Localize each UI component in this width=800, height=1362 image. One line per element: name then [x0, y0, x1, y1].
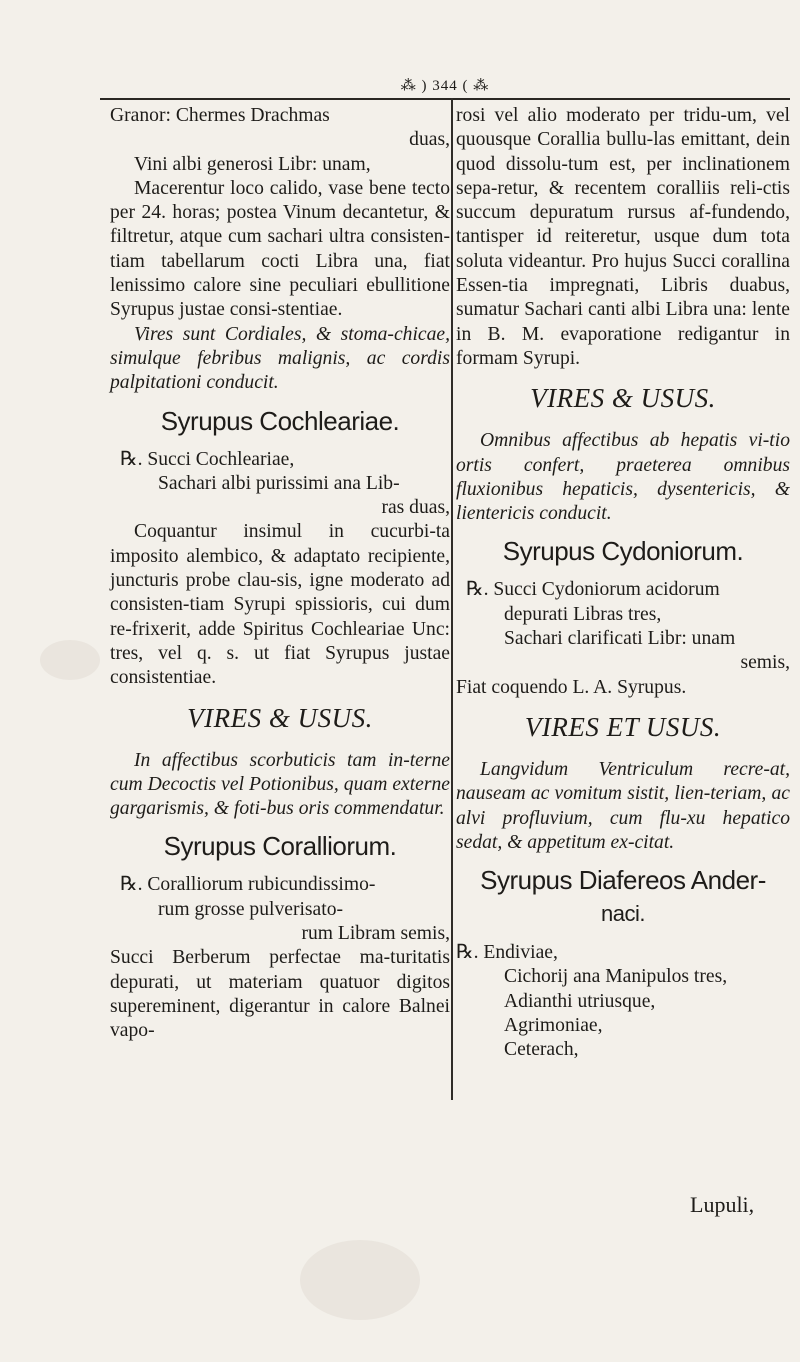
recipe-line: ℞. Coralliorum rubicundissimo-	[120, 874, 376, 896]
recipe-line: Sachari clarificati Libr: unam	[504, 628, 736, 650]
recipe-line: ℞. Endiviae,	[456, 942, 558, 964]
recipe-line: Cichorij ana Manipulos tres,	[504, 966, 728, 988]
recipe-line: depurati Libras tres,	[504, 603, 662, 625]
text-line: Vini albi generosi Libr: unam,	[134, 153, 371, 175]
vires-heading: VIRES ET USUS.	[524, 711, 722, 742]
recipe-line: rum Libram semis,	[301, 923, 450, 945]
recipe-line: Agrimoniae,	[504, 1015, 603, 1037]
left-column	[110, 104, 450, 1044]
vires-paragraph: In affectibus scorbuticis tam in-terne cum Decoctis vel Potionibus, quam externe gargarismis, & foti-bus oris commendatur.	[110, 749, 450, 820]
recipe-line: semis,	[740, 652, 790, 674]
section-title-coralliorum: Syrupus Coralliorum.	[163, 831, 397, 862]
recipe-line: Ceterach,	[504, 1039, 579, 1061]
page-header: ⁂ ) 344 ( ⁂	[100, 76, 790, 100]
recipe-line: Fiat coquendo L. A. Syrupus.	[456, 676, 687, 698]
text-line: Granor: Chermes Drachmas	[110, 105, 330, 126]
section-title-cydoniorum: Syrupus Cydoniorum.	[502, 536, 744, 567]
vires-paragraph: Omnibus affectibus ab hepatis vi-tio ortis confert, praeterea omnibus fluxionibus hepaticis, dysentericis, & lientericis conducit.	[456, 430, 790, 525]
vires-paragraph: Vires sunt Cordiales, & stoma-chicae, simulque febribus malignis, ac cordis palpitationi conducit.	[110, 323, 450, 394]
recipe-line: ℞. Succi Cydoniorum acidorum	[466, 579, 720, 601]
paper-stain	[300, 1240, 420, 1320]
paragraph: rosi vel alio moderato per tridu-um, vel quousque Corallia bullu-las emittant, dein quod dissolu-tum est, per inclinationem sepa-retur, & recentem coralliis reli-ctis succum depuratum rursus af-fundendo, tantisper id reiteretur, usque dum tota soluta videantur. Pro hujus Succi corallina Essen-tia impregnati, Libris duabus, sumatur Sachari canti albi Libra una: lente in B. M. evaporatione redigantur in formam Syrupi.	[456, 105, 790, 369]
text-line: duas,	[409, 129, 450, 151]
recipe-line: ℞. Succi Cochleariae,	[120, 448, 295, 470]
vires-heading: VIRES & USUS.	[530, 383, 716, 414]
vires-paragraph: Langvidum Ventriculum recre-at, nauseam ac vomitum sistit, lien-teriam, ac alvi profluvium, cum flu-xu hepatico sedat, & appetitum ex-citat.	[456, 758, 790, 853]
section-title-diafereos-cont: naci.	[601, 901, 645, 927]
right-column	[456, 104, 790, 1063]
paragraph: Coquantur insimul in cucurbi-ta imposito alembico, & adaptato recipiente, juncturis probe clau-sis, igne moderato ad consisten-tiam Syrupi spissioris, cui dum re-frixerit, adde Spiritus Cochleariae Unc: tres, vel q. s. ut fiat Syrupus justae consistentiae.	[110, 521, 450, 689]
catchword: Lupuli,	[690, 1192, 755, 1217]
column-divider	[451, 98, 453, 1100]
section-title-diafereos: Syrupus Diafereos Ander-	[480, 865, 766, 896]
recipe-line: ras duas,	[381, 497, 450, 519]
paragraph: Succi Berberum perfectae ma-turitatis depurati, ut materiam quatuor digitos supereminent, digerantur in calore Balnei vapo-	[110, 947, 450, 1042]
paragraph: Macerentur loco calido, vase bene tecto per 24. horas; postea Vinum decantetur, & filtretur, atque cum sachari ultra consisten-tiam tabellarum cocti Libra una, fiat lenissimo calore sine peculiari ebullitione Syrupus justae consi-stentiae.	[110, 177, 450, 321]
section-title-cochleariae: Syrupus Cochleariae.	[160, 405, 400, 436]
recipe-line: rum grosse pulverisato-	[158, 898, 344, 920]
recipe-line: Sachari albi purissimi ana Lib-	[158, 472, 400, 494]
paper-stain	[40, 640, 100, 680]
vires-heading: VIRES & USUS.	[187, 702, 373, 733]
recipe-line: Adianthi utriusque,	[504, 990, 656, 1012]
